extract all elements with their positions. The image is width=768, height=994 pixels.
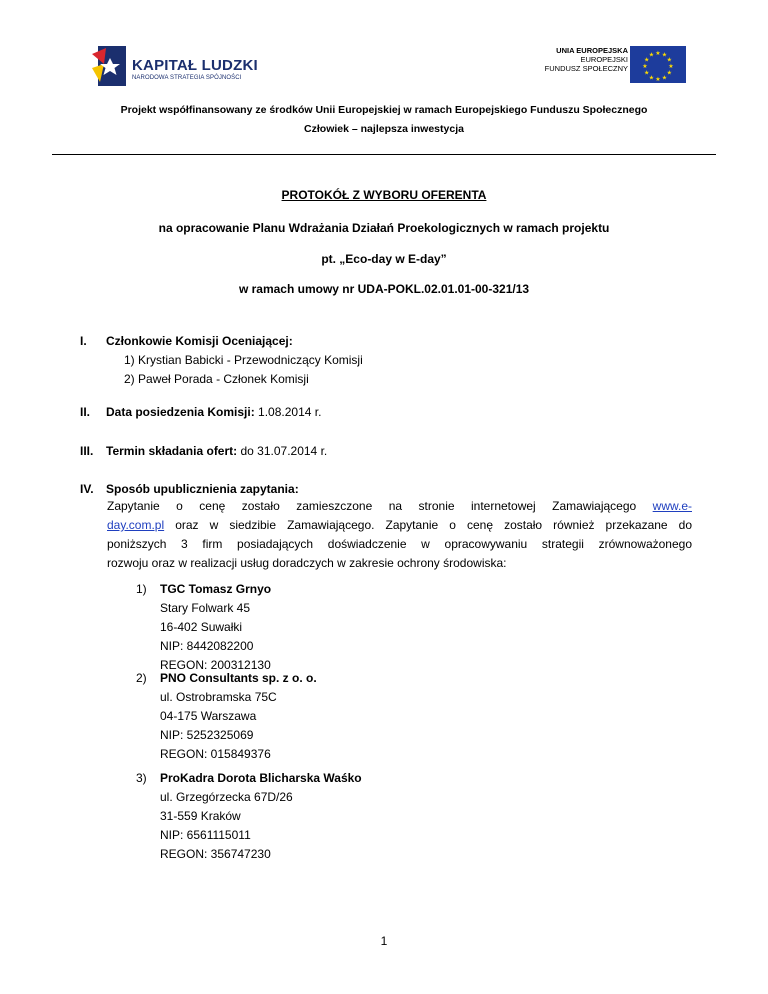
kapital-ludzki-title: KAPITAŁ LUDZKI: [132, 57, 258, 74]
header-divider: [52, 154, 716, 155]
eu-logo-line2: EUROPEJSKI: [580, 55, 628, 64]
svg-text:★: ★: [655, 76, 661, 83]
list-number: 1): [136, 582, 147, 596]
list-number: 3): [136, 771, 147, 785]
eu-logo-text: [545, 46, 628, 73]
section-label: Termin składania ofert:: [106, 444, 238, 458]
company-regon: REGON: 356747230: [160, 847, 271, 861]
company-details: [160, 669, 317, 764]
paragraph-line: rozwoju oraz w realizacji usług doradczych w zakresie ochrony środowiska:: [107, 556, 507, 570]
document-subtitle-1: na opracowanie Planu Wdrażania Działań Proekologicznych w ramach projektu: [158, 221, 610, 235]
company-name: TGC Tomasz Grnyo: [160, 582, 272, 596]
section-number: I.: [80, 334, 87, 348]
company-regon: REGON: 200312130: [160, 658, 271, 672]
company-address-line: 16-402 Suwałki: [160, 620, 243, 634]
svg-text:★: ★: [666, 69, 672, 77]
section-heading: [106, 403, 321, 422]
svg-text:★: ★: [666, 56, 672, 64]
document-subtitle-3: w ramach umowy nr UDA-POKL.02.01.01-00-321/13: [238, 282, 530, 296]
company-address-line: ul. Ostrobramska 75C: [160, 690, 277, 704]
website-link-continued[interactable]: day.com.pl: [107, 518, 165, 532]
document-subtitle-2: pt. „Eco-day w E-day”: [321, 252, 447, 266]
svg-text:★: ★: [655, 50, 661, 57]
member-text: Paweł Porada - Członek Komisji: [138, 372, 309, 386]
svg-text:★: ★: [648, 74, 655, 82]
svg-text:★: ★: [661, 74, 668, 82]
cofinancing-line: Projekt współfinansowany ze środków Unii Europejskiej w ramach Europejskiego Funduszu Społecznego: [120, 104, 648, 116]
svg-text:★: ★: [642, 63, 648, 70]
company-details: [160, 580, 271, 675]
committee-member: [124, 370, 363, 389]
paragraph-line: [107, 497, 692, 516]
section-heading: Sposób upublicznienia zapytania:: [106, 482, 299, 496]
company-address-line: Stary Folwark 45: [160, 601, 251, 615]
member-text: Krystian Babicki - Przewodniczący Komisji: [138, 353, 363, 367]
svg-text:★: ★: [644, 56, 650, 64]
list-number: 2): [124, 372, 135, 386]
section-number: III.: [80, 444, 94, 458]
section-label: Data posiedzenia Komisji:: [106, 405, 255, 419]
company-nip: NIP: 5252325069: [160, 728, 254, 742]
company-address-line: 04-175 Warszawa: [160, 709, 257, 723]
paragraph-line: [107, 516, 692, 535]
eu-flag-icon: [630, 46, 686, 83]
svg-text:★: ★: [648, 51, 655, 59]
section-heading: Członkowie Komisji Oceniającej:: [106, 334, 293, 348]
paragraph-line: poniższych 3 firm posiadających doświadczenie w opracowywaniu strategii zrównoważonego: [107, 537, 692, 551]
section-heading: [106, 442, 327, 461]
svg-text:★: ★: [644, 69, 650, 77]
svg-text:★: ★: [661, 51, 668, 59]
slogan-line: Człowiek – najlepsza inwestycja: [304, 123, 464, 135]
company-details: [160, 769, 362, 864]
kapital-ludzki-emblem-icon: [92, 44, 130, 88]
website-link[interactable]: www.e-: [652, 499, 692, 513]
publication-paragraph: [107, 497, 692, 573]
svg-text:★: ★: [668, 63, 674, 70]
committee-member: [124, 351, 363, 370]
company-nip: NIP: 6561115011: [160, 828, 251, 842]
company-address-line: 31-559 Kraków: [160, 809, 241, 823]
company-name: PNO Consultants sp. z o. o.: [160, 671, 317, 685]
section-number: II.: [80, 405, 91, 419]
section-value: do 31.07.2014 r.: [237, 444, 328, 458]
company-nip: NIP: 8442082200: [160, 639, 254, 653]
eu-logo: [536, 46, 686, 84]
eu-logo-line3: FUNDUSZ SPOŁECZNY: [544, 64, 628, 73]
paragraph-text: oraz w siedzibie Zamawiającego. Zapytanie o cenę zostało również przekazane do: [164, 518, 692, 532]
list-number: 2): [136, 671, 147, 685]
company-regon: REGON: 015849376: [160, 747, 271, 761]
paragraph-text: Zapytanie o cenę zostało zamieszczone na stronie internetowej Zamawiającego: [107, 499, 653, 513]
section-value: 1.08.2014 r.: [254, 405, 322, 419]
page-number: 1: [380, 934, 388, 948]
company-address-line: ul. Grzegórzecka 67D/26: [160, 790, 293, 804]
section-number: IV.: [80, 482, 94, 496]
list-number: 1): [124, 353, 135, 367]
committee-members-list: [124, 351, 363, 389]
document-title: PROTOKÓŁ Z WYBORU OFERENTA: [281, 188, 487, 202]
eu-logo-line1: UNIA EUROPEJSKA: [556, 46, 628, 55]
kapital-ludzki-subtitle: NARODOWA STRATEGIA SPÓJNOŚCI: [132, 75, 242, 81]
kapital-ludzki-logo: [92, 44, 262, 88]
company-name: ProKadra Dorota Blicharska Waśko: [160, 771, 362, 785]
